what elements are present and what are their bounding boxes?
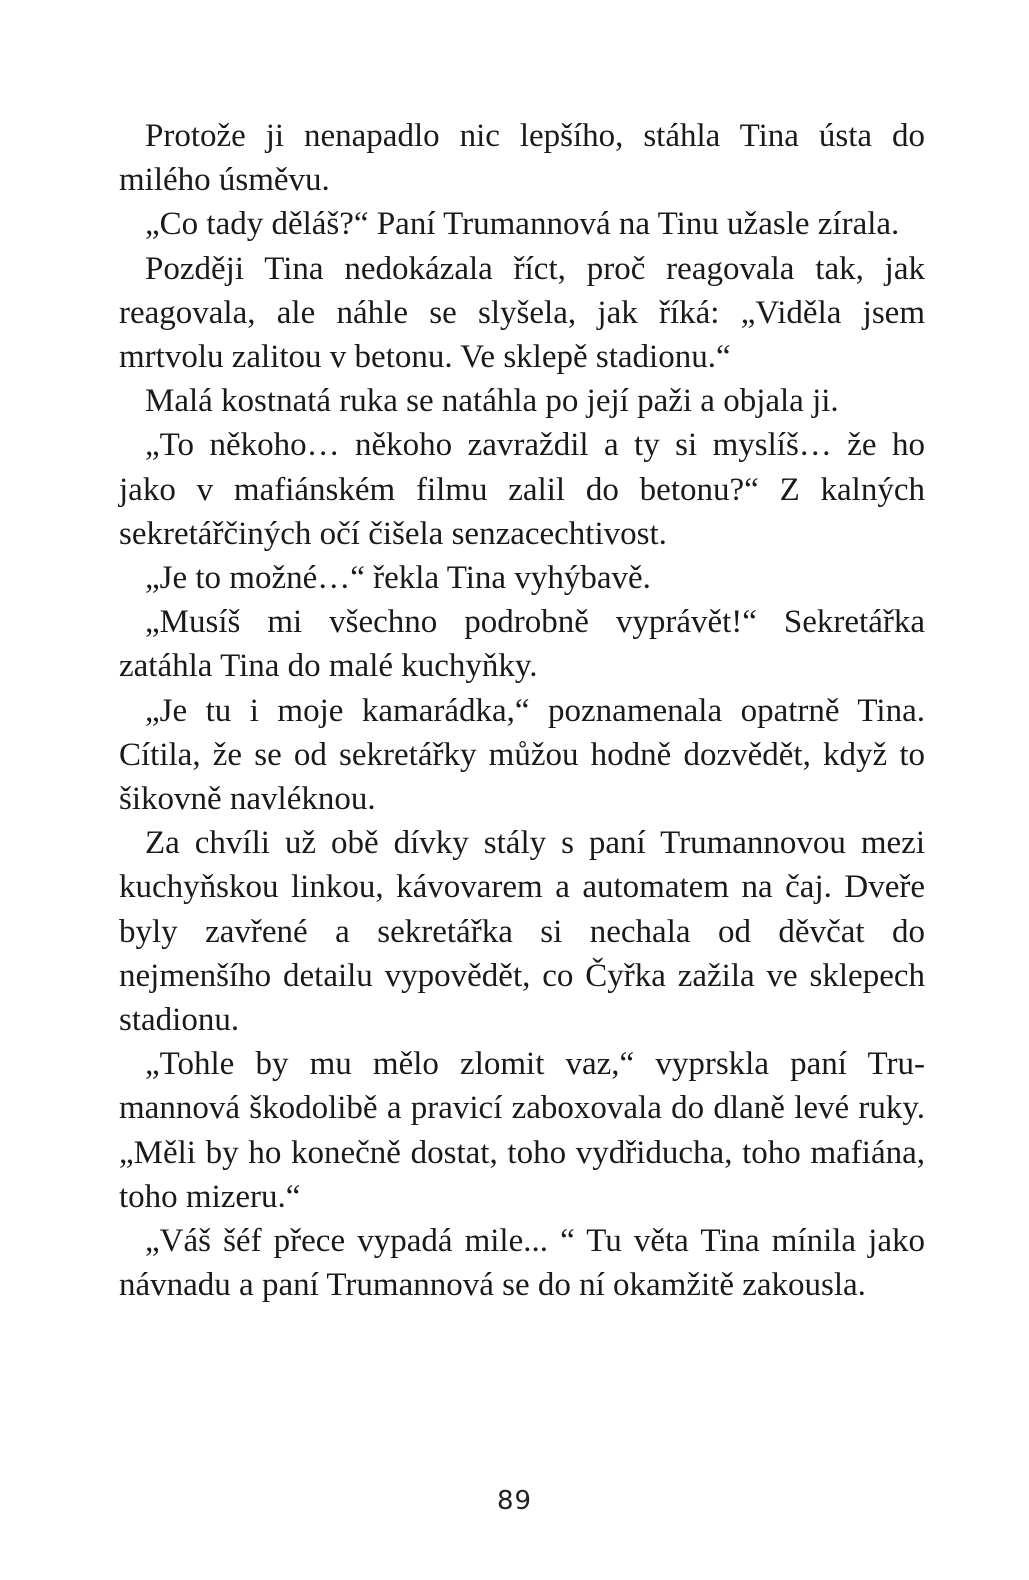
paragraph: „Je to možné…“ řekla Tina vyhýbavě. [145, 560, 651, 597]
page-number: 89 [496, 1486, 533, 1516]
paragraph: „Tohle by mu mělo zlomit vaz,“ vyprskla paní Trumannová škodolibě a pravicí zaboxovala do dlaně levé ruky. „Měli by ho konečně dostat, toho vydřiducha, toho mafiána, toho mizeru.“ [119, 1046, 925, 1215]
paragraph: „To někoho… někoho zavraždil a ty si myslíš… že ho jako v mafiánském filmu zalil do betonu?“ Z kalných sekretářčiných očí čišela senzacechtivost. [119, 427, 925, 552]
paragraph: „Co tady děláš?“ Paní Trumannová na Tinu užasle zírala. [145, 206, 900, 243]
body-text [119, 114, 925, 1307]
paragraph: Malá kostnatá ruka se natáhla po její paži a objala ji. [145, 383, 839, 420]
paragraph: „Je tu i moje kamarádka,“ poznamenala opatrně Tina. Cítila, že se od sekretářky můžou hodně dozvědět, když to šikovně navléknou. [119, 692, 925, 818]
paragraph: Za chvíli už obě dívky stály s paní Trumannovou mezi kuchyňskou linkou, kávovarem a automatem na čaj. Dveře byly zavřené a sekretářka si nechala od děvčat do nejmenšího detailu vypovědět, co Čyřka zažila ve sklepech stadionu. [119, 825, 925, 1039]
paragraph: „Váš šéf přece vypadá mile... “ Tu věta Tina mínila jako návnadu a paní Trumannová se do ní okamžitě zakousla. [119, 1223, 925, 1304]
paragraph: Později Tina nedokázala říct, proč reagovala tak, jak reagovala, ale náhle se slyšela, jak říká: „Viděla jsem mrtvolu zalitou v betonu. Ve sklepě stadionu.“ [119, 250, 925, 376]
paragraph: Protože ji nenapadlo nic lepšího, stáhla Tina ústa do milého úsměvu. [119, 118, 925, 199]
paragraph: „Musíš mi všechno podrobně vyprávět!“ Sekretářka zatáhla Tina do malé kuchyňky. [119, 604, 925, 685]
